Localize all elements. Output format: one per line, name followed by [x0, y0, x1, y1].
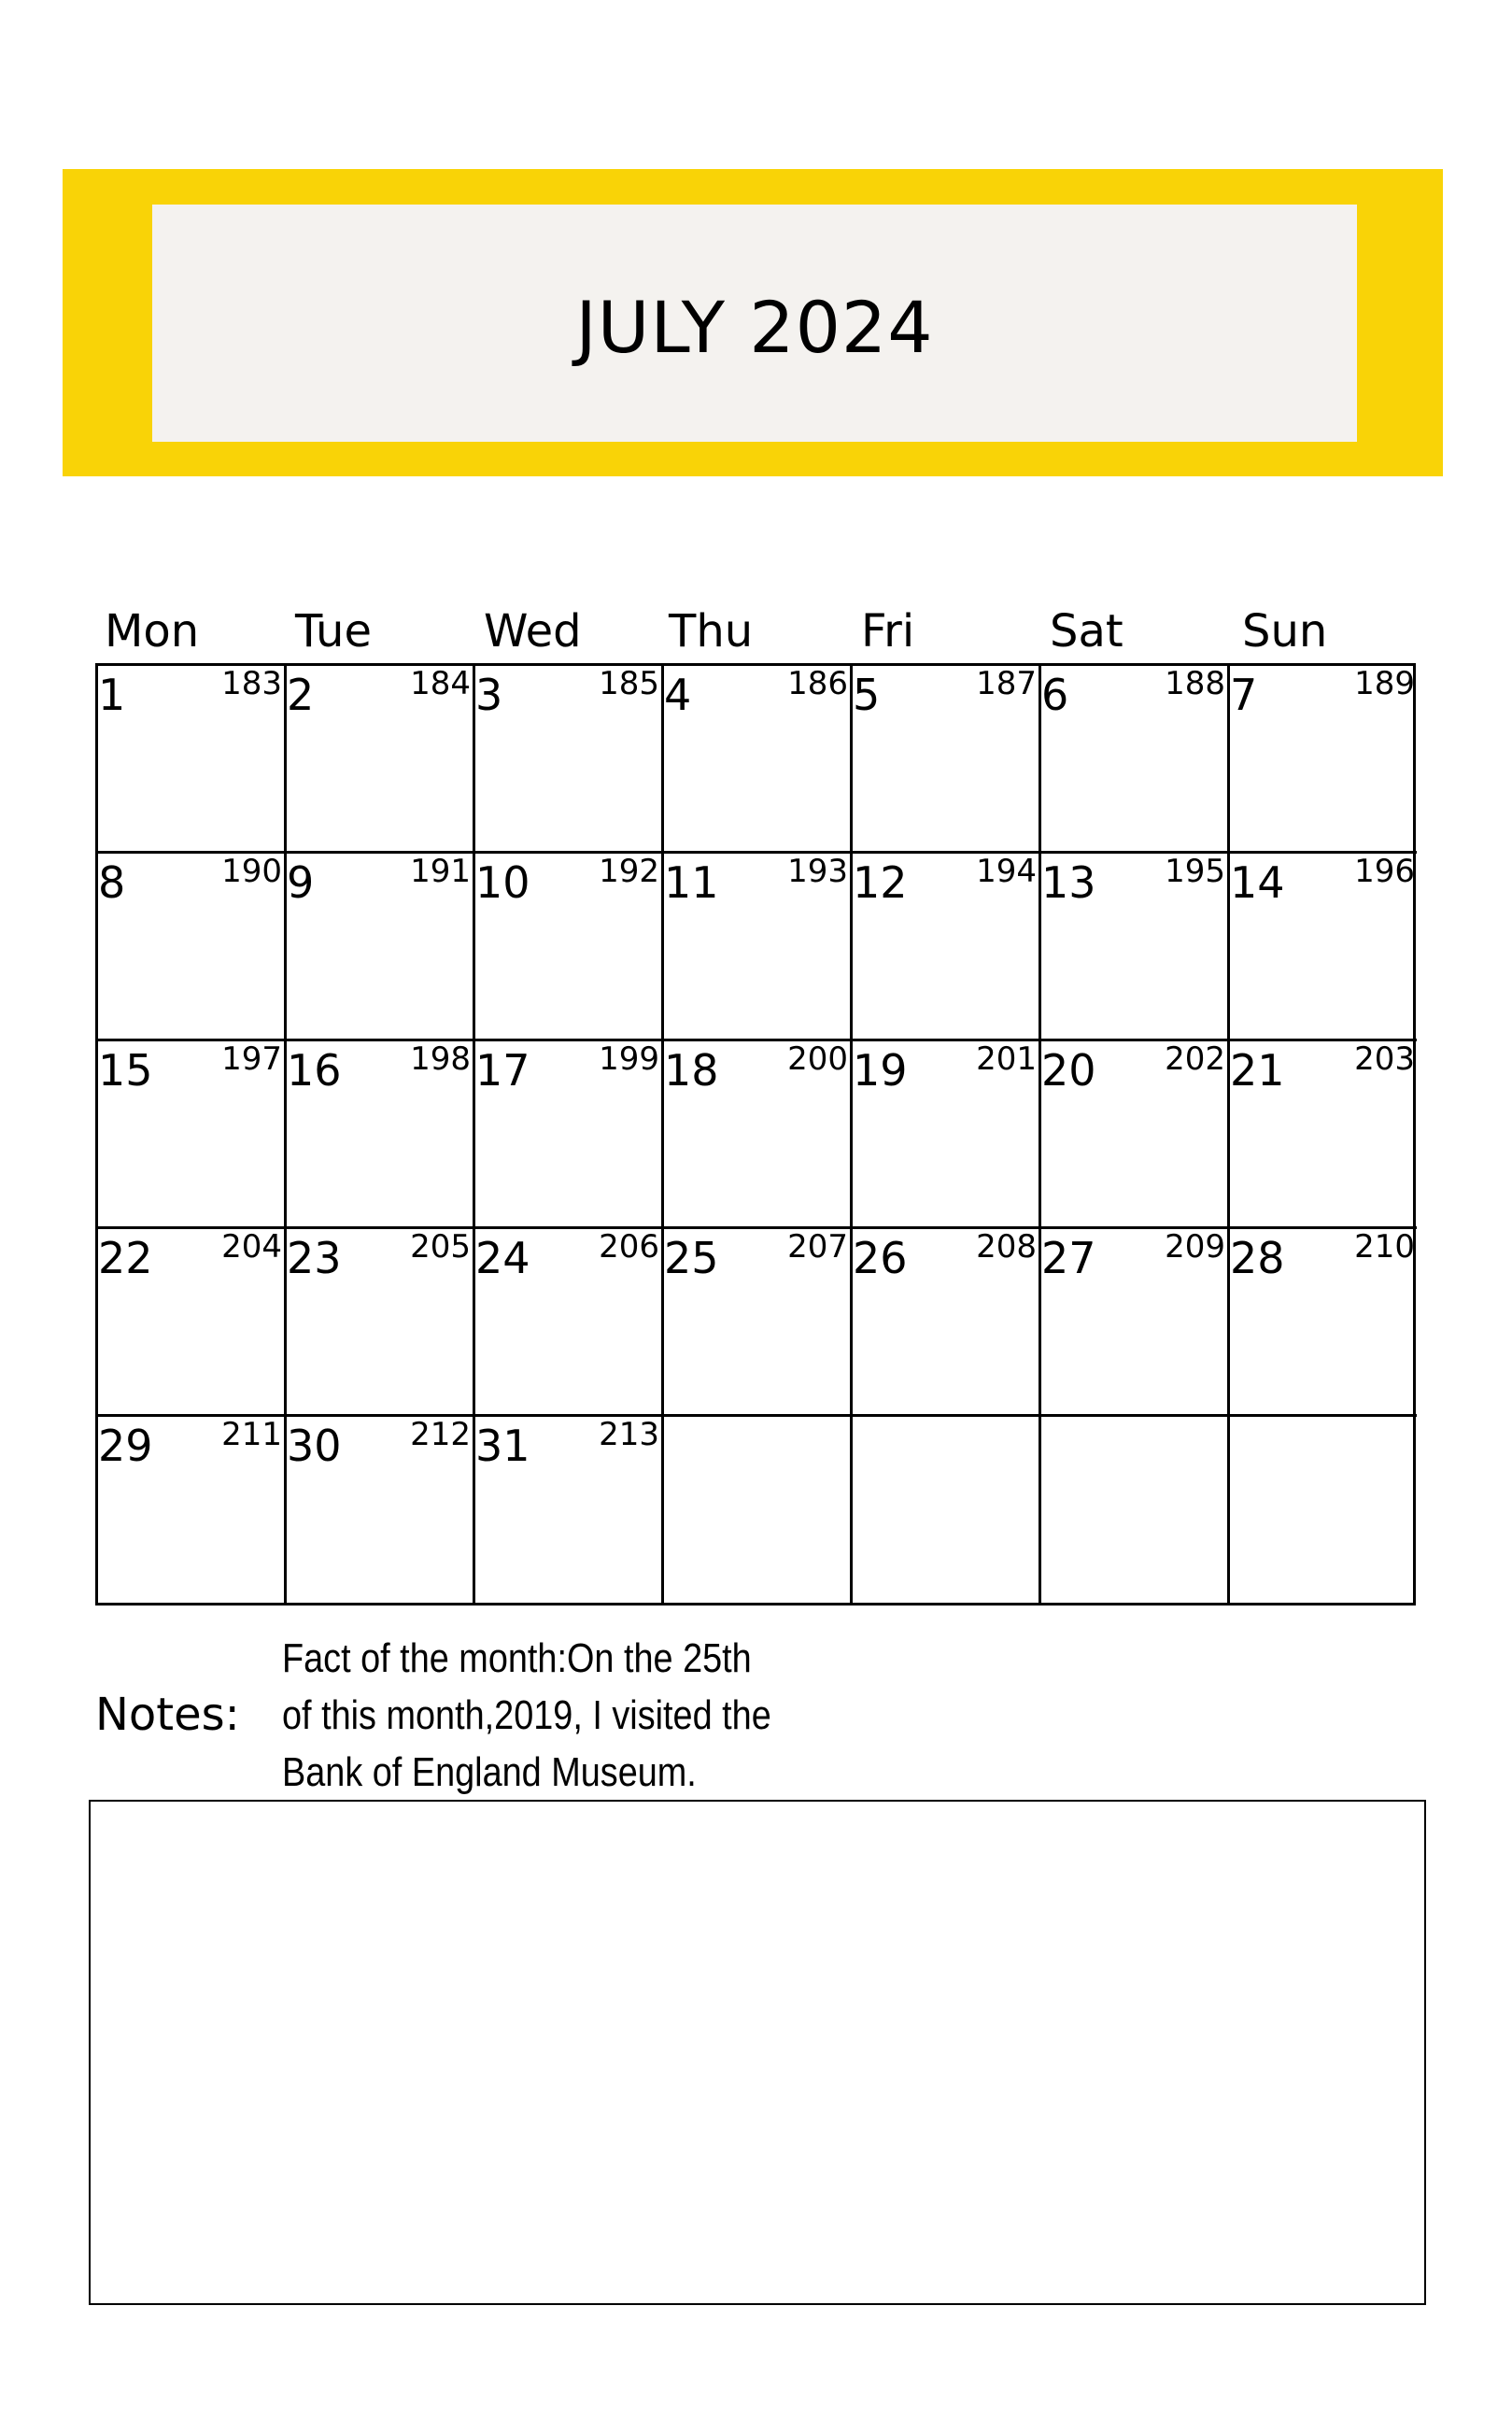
- weekday-tue: Tue: [295, 605, 372, 658]
- day-number: 13: [1041, 857, 1096, 908]
- day-cell[interactable]: [664, 666, 853, 854]
- day-of-year: 187: [976, 665, 1037, 702]
- day-of-year: 203: [1354, 1040, 1415, 1078]
- day-cell[interactable]: [1230, 1041, 1417, 1229]
- day-cell[interactable]: [98, 854, 287, 1041]
- weekday-fri: Fri: [861, 605, 915, 658]
- day-number: 24: [475, 1233, 530, 1283]
- day-of-year: 202: [1165, 1040, 1225, 1078]
- day-of-year: 206: [599, 1228, 659, 1266]
- day-cell[interactable]: [98, 666, 287, 854]
- day-number: 31: [475, 1421, 530, 1471]
- day-number: 26: [853, 1233, 908, 1283]
- day-number: 21: [1230, 1045, 1285, 1096]
- day-of-year: 200: [787, 1040, 848, 1078]
- day-of-year: 195: [1165, 853, 1225, 890]
- day-of-year: 186: [787, 665, 848, 702]
- day-of-year: 192: [599, 853, 659, 890]
- fact-line: Bank of England Museum.: [282, 1749, 697, 1795]
- day-cell[interactable]: [1041, 666, 1230, 854]
- day-cell[interactable]: [853, 1041, 1041, 1229]
- day-of-year: 184: [410, 665, 471, 702]
- weekday-header-row: [95, 603, 1416, 659]
- day-of-year: 213: [599, 1416, 659, 1453]
- day-cell[interactable]: [1230, 1417, 1417, 1604]
- day-cell[interactable]: [475, 1229, 664, 1417]
- notes-label: Notes:: [95, 1689, 240, 1741]
- day-number: 18: [664, 1045, 719, 1096]
- day-cell[interactable]: [1041, 1041, 1230, 1229]
- title-banner: [63, 169, 1443, 476]
- day-of-year: 210: [1354, 1228, 1415, 1266]
- day-cell[interactable]: [664, 1041, 853, 1229]
- day-cell[interactable]: [287, 1417, 475, 1604]
- day-of-year: 208: [976, 1228, 1037, 1266]
- day-number: 6: [1041, 670, 1069, 720]
- day-of-year: 204: [221, 1228, 282, 1266]
- day-of-year: 194: [976, 853, 1037, 890]
- day-number: 14: [1230, 857, 1285, 908]
- day-number: 3: [475, 670, 503, 720]
- day-cell[interactable]: [664, 1229, 853, 1417]
- day-of-year: 198: [410, 1040, 471, 1078]
- day-cell[interactable]: [1041, 854, 1230, 1041]
- day-of-year: 193: [787, 853, 848, 890]
- day-cell[interactable]: [1230, 1229, 1417, 1417]
- day-number: 25: [664, 1233, 719, 1283]
- day-cell[interactable]: [853, 666, 1041, 854]
- day-of-year: 209: [1165, 1228, 1225, 1266]
- day-cell[interactable]: [664, 1417, 853, 1604]
- day-number: 5: [853, 670, 881, 720]
- title-panel: [152, 205, 1357, 442]
- day-cell[interactable]: [1230, 666, 1417, 854]
- day-of-year: 212: [410, 1416, 471, 1453]
- weekday-mon: Mon: [105, 605, 200, 658]
- day-number: 10: [475, 857, 530, 908]
- day-of-year: 201: [976, 1040, 1037, 1078]
- day-cell[interactable]: [475, 1041, 664, 1229]
- day-of-year: 207: [787, 1228, 848, 1266]
- day-cell[interactable]: [98, 1417, 287, 1604]
- day-number: 22: [98, 1233, 153, 1283]
- day-number: 20: [1041, 1045, 1096, 1096]
- fact-line: of this month,2019, I visited the: [282, 1692, 771, 1738]
- day-cell[interactable]: [287, 1041, 475, 1229]
- day-cell[interactable]: [475, 1417, 664, 1604]
- day-of-year: 183: [221, 665, 282, 702]
- day-of-year: 189: [1354, 665, 1415, 702]
- day-cell[interactable]: [475, 666, 664, 854]
- day-number: 4: [664, 670, 692, 720]
- day-cell[interactable]: [287, 854, 475, 1041]
- day-number: 12: [853, 857, 908, 908]
- day-cell[interactable]: [287, 666, 475, 854]
- day-number: 11: [664, 857, 719, 908]
- day-cell[interactable]: [1041, 1229, 1230, 1417]
- day-number: 9: [287, 857, 315, 908]
- notes-box[interactable]: [89, 1800, 1426, 2305]
- day-number: 23: [287, 1233, 342, 1283]
- day-number: 30: [287, 1421, 342, 1471]
- day-of-year: 205: [410, 1228, 471, 1266]
- day-of-year: 188: [1165, 665, 1225, 702]
- day-cell[interactable]: [853, 1417, 1041, 1604]
- day-of-year: 190: [221, 853, 282, 890]
- day-of-year: 199: [599, 1040, 659, 1078]
- day-of-year: 196: [1354, 853, 1415, 890]
- day-number: 16: [287, 1045, 342, 1096]
- day-of-year: 185: [599, 665, 659, 702]
- day-cell[interactable]: [475, 854, 664, 1041]
- day-number: 19: [853, 1045, 908, 1096]
- day-of-year: 197: [221, 1040, 282, 1078]
- fact-line: Fact of the month:On the 25th: [282, 1635, 752, 1681]
- day-of-year: 191: [410, 853, 471, 890]
- day-cell[interactable]: [1041, 1417, 1230, 1604]
- weekday-sat: Sat: [1050, 605, 1123, 658]
- day-number: 29: [98, 1421, 153, 1471]
- day-cell[interactable]: [853, 1229, 1041, 1417]
- day-cell[interactable]: [1230, 854, 1417, 1041]
- day-number: 17: [475, 1045, 530, 1096]
- day-number: 1: [98, 670, 126, 720]
- day-cell[interactable]: [287, 1229, 475, 1417]
- day-number: 8: [98, 857, 126, 908]
- day-cell[interactable]: [664, 854, 853, 1041]
- day-number: 7: [1230, 670, 1258, 720]
- day-cell[interactable]: [853, 854, 1041, 1041]
- weekday-wed: Wed: [484, 605, 582, 658]
- day-cell[interactable]: [98, 1229, 287, 1417]
- fact-of-the-month: [282, 1630, 771, 1801]
- weekday-sun: Sun: [1242, 605, 1328, 658]
- day-of-year: 211: [221, 1416, 282, 1453]
- calendar-grid: [95, 663, 1416, 1606]
- day-number: 27: [1041, 1233, 1096, 1283]
- day-cell[interactable]: [98, 1041, 287, 1229]
- weekday-thu: Thu: [669, 605, 754, 658]
- month-title: JULY 2024: [575, 285, 934, 369]
- day-number: 2: [287, 670, 315, 720]
- day-number: 15: [98, 1045, 153, 1096]
- day-number: 28: [1230, 1233, 1285, 1283]
